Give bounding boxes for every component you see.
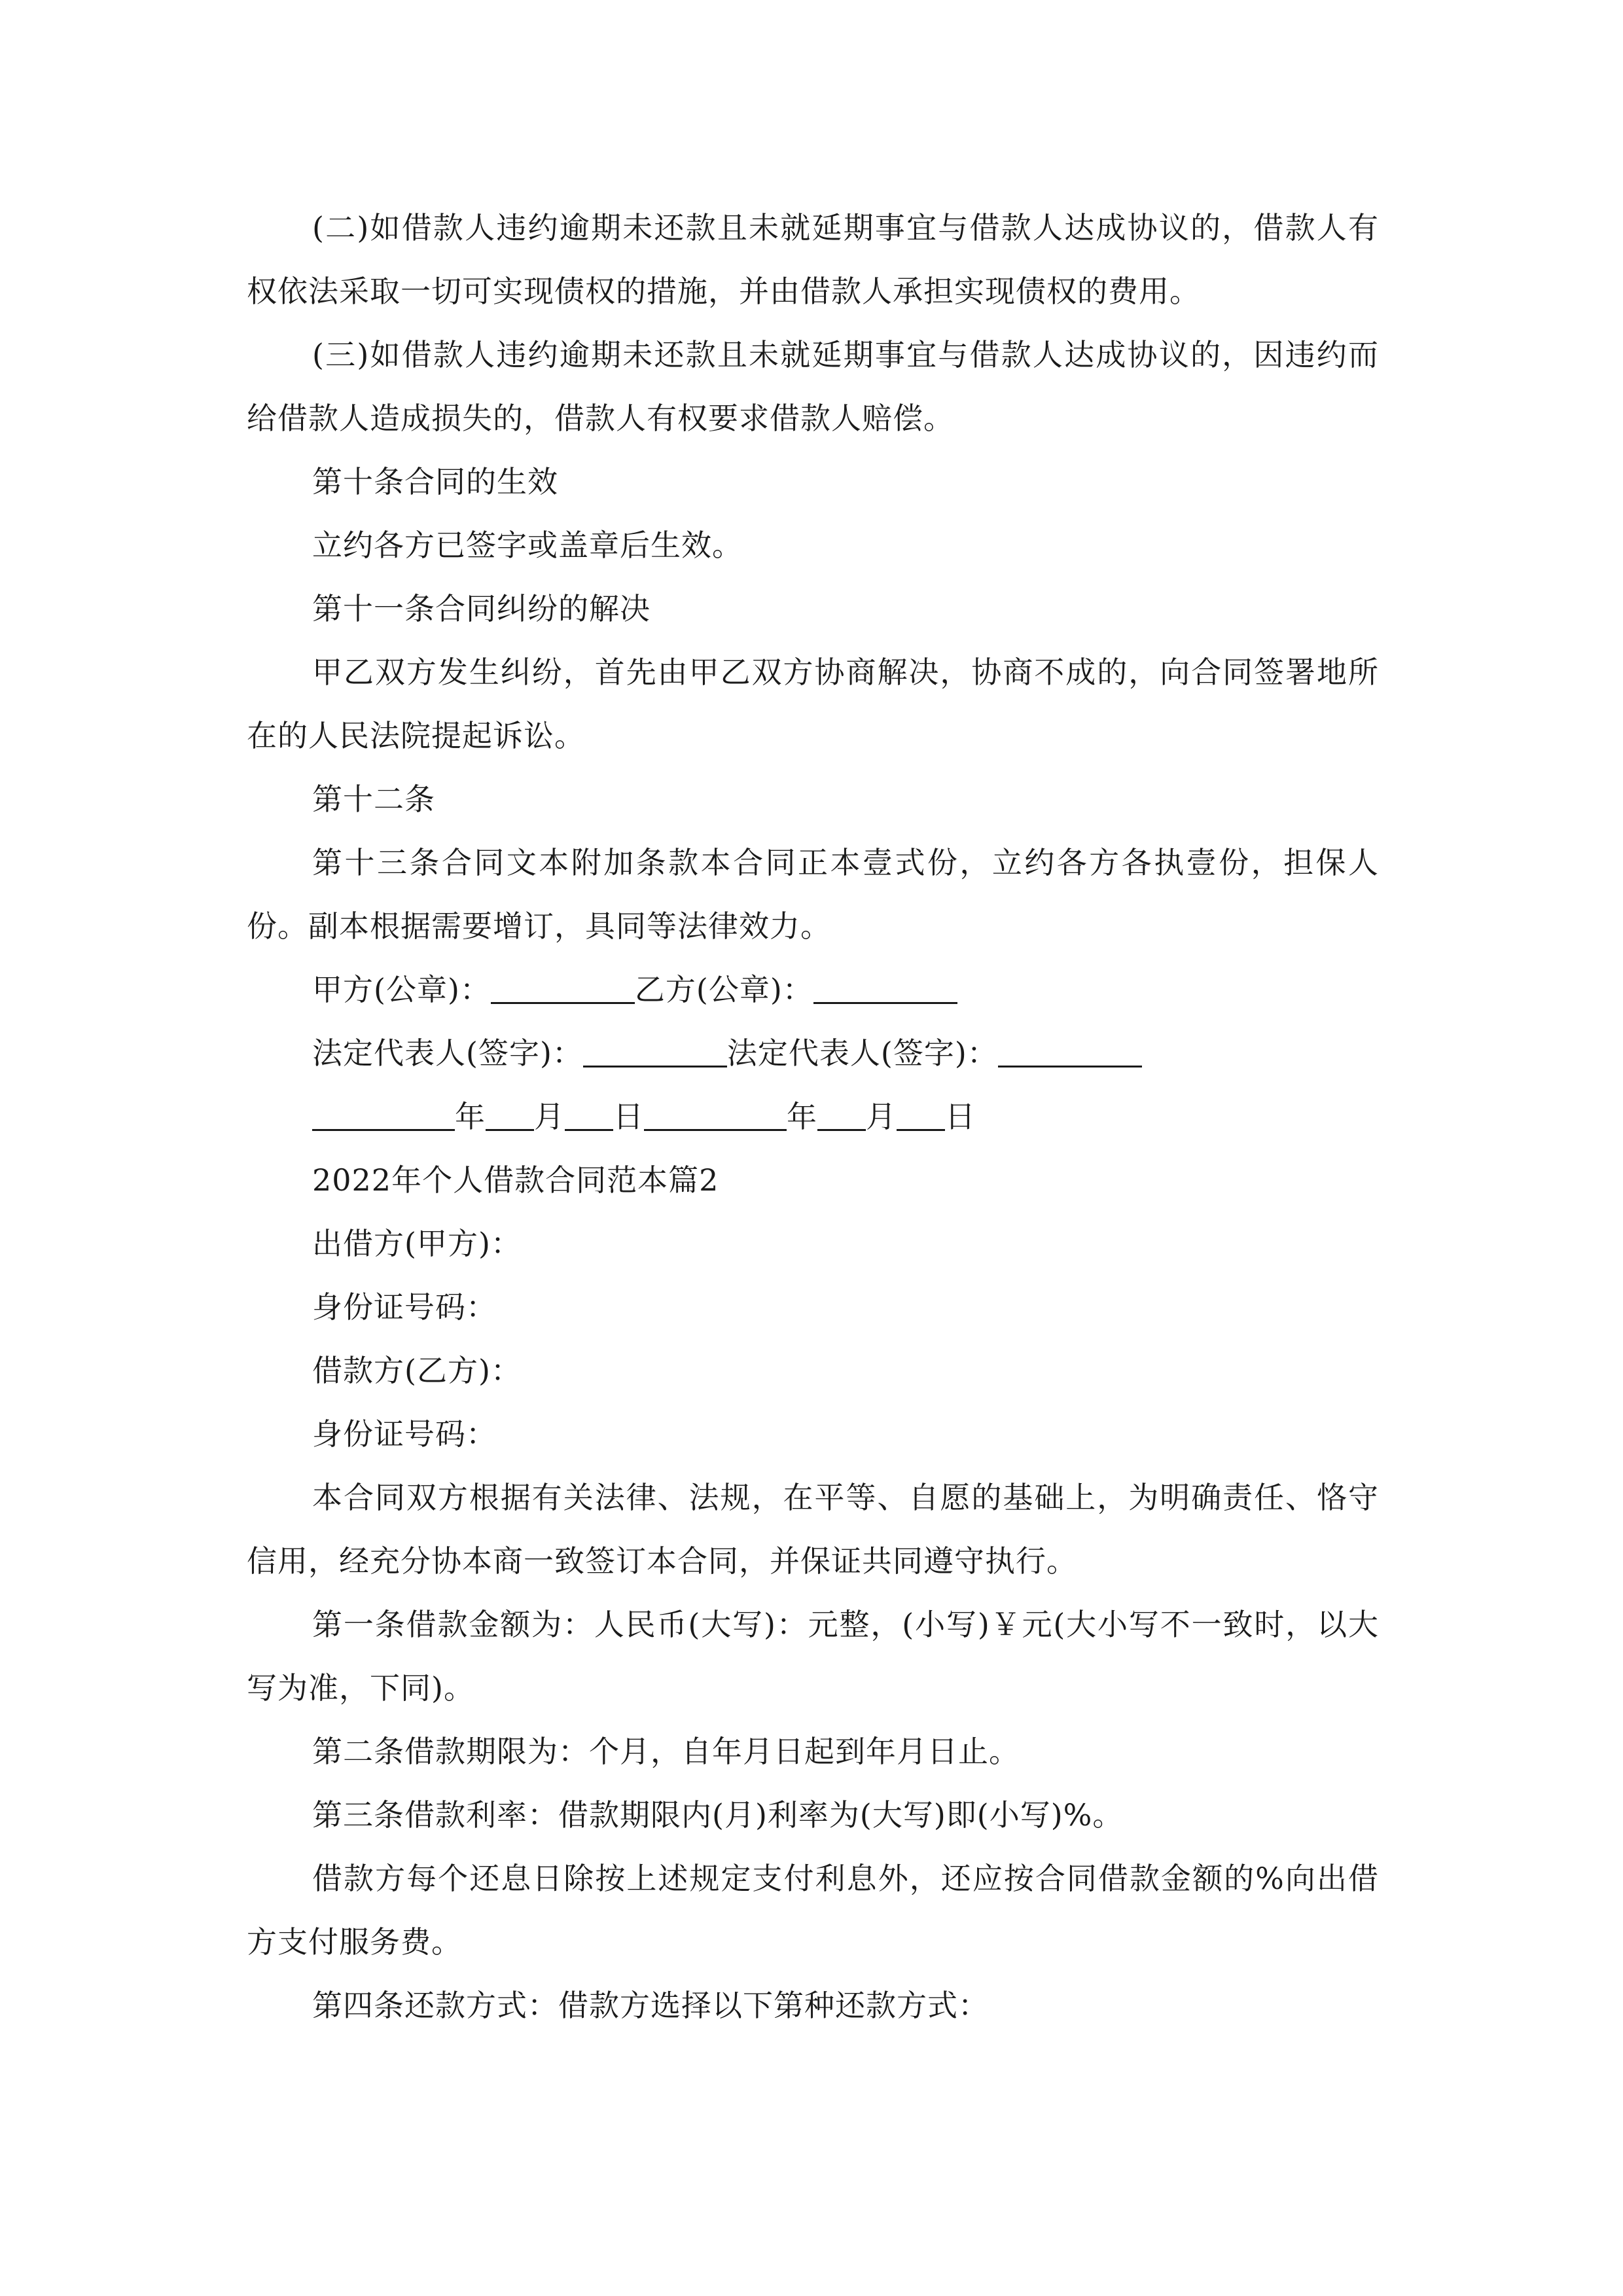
clause-heading: 第十二条 [312,781,435,817]
seal-line [247,958,1379,1022]
day-label: 日 [613,1099,644,1134]
borrower-field: 借款方(乙方)： [312,1353,522,1388]
clause-heading: 第十条合同的生效 [312,464,558,499]
lender-field: 出借方(甲方)： [312,1226,522,1261]
section-title: 2022年个人借款合同范本篇2 [312,1162,719,1198]
month-label: 月 [534,1099,565,1134]
party-b-seal-label: 乙方(公章)： [634,972,813,1007]
year-label: 年 [787,1099,817,1134]
year-b-blank [644,1099,787,1131]
preamble-paragraph: 本合同双方根据有关法律、法规，在平等、自愿的基础上，为明确责任、恪守信用，经充分协本商一致签订本合同，并保证共同遵守执行。 [247,1480,1379,1579]
month-label: 月 [866,1099,897,1134]
month-a-blank [486,1099,534,1131]
lender-id-field: 身份证号码： [312,1289,497,1325]
representative-line [247,1022,1379,1085]
clause-paragraph: 第二条借款期限为：个月，自年月日起到年月日止。 [312,1734,1020,1769]
clause-paragraph: 第一条借款金额为：人民币(大写)：元整，(小写)￥元(大小写不一致时，以大写为准，下同)。 [247,1607,1379,1706]
document-body [247,196,1379,2037]
day-a-blank [565,1099,613,1131]
day-label: 日 [945,1099,976,1134]
clause-paragraph: 借款方每个还息日除按上述规定支付利息外，还应按合同借款金额的%向出借方支付服务费。 [247,1861,1379,1960]
clause-paragraph: 甲乙双方发生纠纷，首先由甲乙双方协商解决，协商不成的，向合同签署地所在的人民法院提起诉讼。 [247,655,1379,753]
party-a-seal-label: 甲方(公章)： [312,972,491,1007]
rep-a-label: 法定代表人(签字)： [312,1035,583,1071]
rep-b-label: 法定代表人(签字)： [726,1035,998,1071]
day-b-blank [897,1099,945,1131]
date-line [247,1085,1379,1149]
year-label: 年 [455,1099,486,1134]
rep-a-blank [583,1035,727,1067]
borrower-id-field: 身份证号码： [312,1416,497,1452]
clause-paragraph: (二)如借款人违约逾期未还款且未就延期事宜与借款人达成协议的，借款人有权依法采取一切可实现债权的措施，并由借款人承担实现债权的费用。 [247,210,1379,309]
clause-paragraph: (三)如借款人违约逾期未还款且未就延期事宜与借款人达成协议的，因违约而给借款人造成损失的，借款人有权要求借款人赔偿。 [247,337,1379,436]
clause-paragraph: 立约各方已签字或盖章后生效。 [312,528,743,563]
party-a-seal-blank [491,972,635,1004]
year-a-blank [312,1099,455,1131]
clause-paragraph: 第十三条合同文本附加条款本合同正本壹式份，立约各方各执壹份，担保人份。副本根据需要增订，具同等法律效力。 [247,845,1379,944]
rep-b-blank [998,1035,1142,1067]
clause-paragraph: 第四条还款方式：借款方选择以下第种还款方式： [312,1988,989,2023]
clause-heading: 第十一条合同纠纷的解决 [312,591,651,626]
party-b-seal-blank [813,972,957,1004]
month-b-blank [817,1099,866,1131]
clause-paragraph: 第三条借款利率：借款期限内(月)利率为(大写)即(小写)%。 [312,1797,1124,1833]
